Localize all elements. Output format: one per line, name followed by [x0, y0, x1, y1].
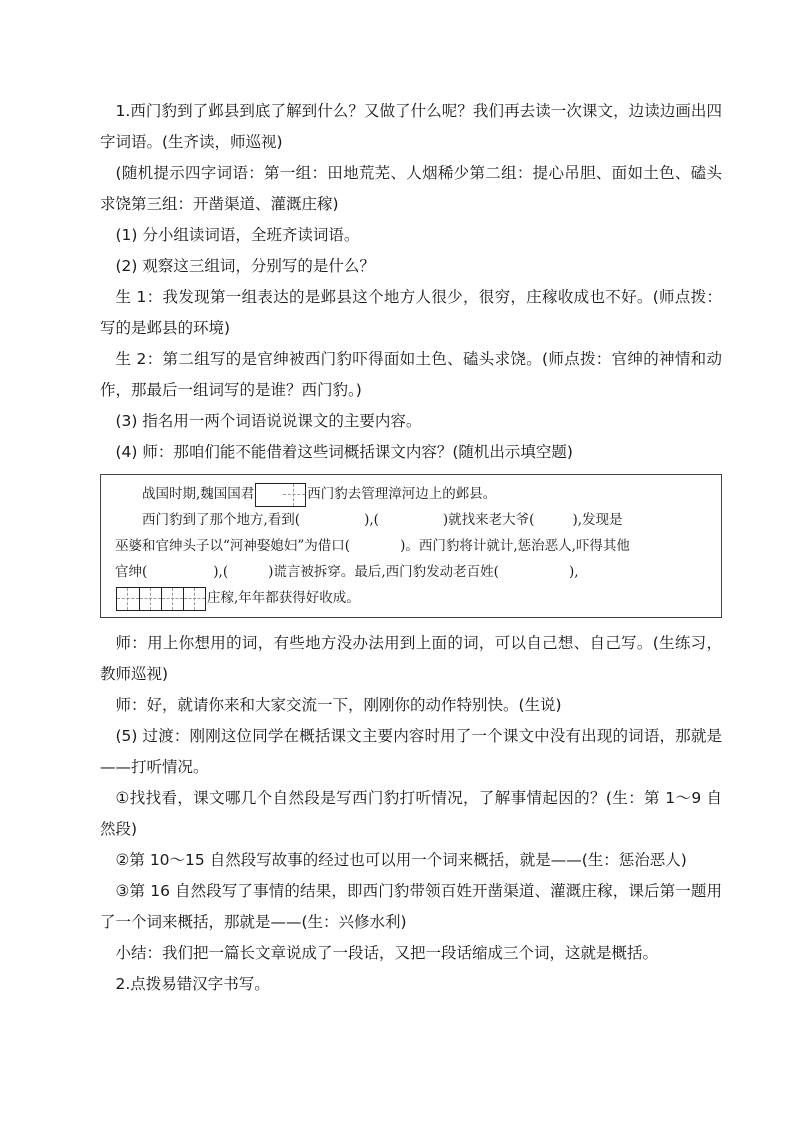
paragraph-word-hints: (随机提示四字词语：第一组：田地荒芜、人烟稀少第二组：提心吊胆、面如土色、磕头求饶第三组：开凿渠道、灌溉庄稼) — [100, 164, 722, 213]
paragraph-student-1: 生 1：我发现第一组表达的是邺县这个地方人很少，很穷，庄稼收成也不好。(师点拨：写的是邺县的环境) — [100, 288, 722, 337]
box-line-5 — [115, 585, 711, 611]
paragraph-step-1: (1) 分小组读词语，全班齐读词语。 — [115, 226, 360, 244]
box-text: ),( — [364, 512, 379, 528]
box-text: 西门豹去管理漳河边上的邺县。 — [307, 486, 497, 502]
paragraph-summary: 小结：我们把一篇长文章说成了一段话，又把一段话缩成三个词，这就是概括。 — [115, 944, 659, 962]
box-line-2 — [115, 507, 711, 533]
box-text: 巫婆和官绅头子以“河神娶媳妇”为借口( — [115, 538, 351, 554]
writing-grid-1[interactable] — [255, 483, 306, 507]
box-text: )谎言被拆穿。最后,西门豹发动老百姓( — [268, 564, 499, 580]
paragraph-step-4: (4) 师：那咱们能不能借着这些词概括课文内容？(随机出示填空题) — [115, 443, 573, 461]
fill-in-blank-box — [100, 474, 722, 618]
paragraph-item-1: ①找找看，课文哪几个自然段是写西门豹打听情况，了解事情起因的？(生：第 1～9 自然段) — [100, 789, 722, 838]
paragraph-section-2: 2.点拨易错汉字书写。 — [115, 975, 270, 993]
paragraph-teacher-1: 师：用上你想用的词，有些地方没办法用到上面的词，可以自己想、自己写。(生练习，教师巡视) — [100, 634, 722, 683]
box-text: 庄稼,年年都获得好收成。 — [207, 590, 360, 606]
box-text: ),发现是 — [572, 512, 623, 528]
writing-grid-4[interactable] — [116, 587, 206, 611]
box-line-3 — [115, 533, 711, 559]
box-text: ), — [568, 564, 579, 580]
box-text: )就找来老大爷( — [442, 512, 535, 528]
paragraph-step-3: (3) 指名用一两个词语说说课文的主要内容。 — [115, 412, 422, 430]
paragraph-teacher-2: 师：好，就请你来和大家交流一下，刚刚你的动作特别快。(生说) — [115, 696, 562, 714]
paragraph-student-2: 生 2：第二组写的是官绅被西门豹吓得面如土色、磕头求饶。(师点拨：官绅的神情和动作，那最后一组词写的是谁？西门豹。) — [100, 350, 722, 399]
box-text: 西门豹到了那个地方,看到( — [142, 512, 301, 528]
paragraph-question-1: 1.西门豹到了邺县到底了解到什么？又做了什么呢？我们再去读一次课文，边读边画出四字词语。(生齐读，师巡视) — [100, 102, 722, 151]
paragraph-item-3: ③第 16 自然段写了事情的结果，即西门豹带领百姓开凿渠道、灌溉庄稼，课后第一题用了一个词来概括，那就是——(生：兴修水利) — [100, 882, 722, 931]
paragraph-step-2: (2) 观察这三组词，分别写的是什么？ — [115, 257, 375, 275]
box-text: )。西门豹将计就计,惩治恶人,吓得其他 — [400, 538, 630, 554]
box-line-4 — [115, 559, 711, 585]
box-line-1 — [115, 481, 711, 507]
paragraph-step-5: (5) 过渡：刚刚这位同学在概括课文主要内容时用了一个课文中没有出现的词语，那就是——打听情况。 — [100, 727, 722, 776]
box-text: 战国时期,魏国国君 — [142, 486, 255, 502]
paragraph-item-2: ②第 10～15 自然段写故事的经过也可以用一个词来概括，就是——(生：惩治恶人) — [115, 851, 687, 869]
box-text: 官绅( — [115, 564, 148, 580]
document-body — [100, 96, 722, 1000]
box-text: ),( — [213, 564, 229, 580]
